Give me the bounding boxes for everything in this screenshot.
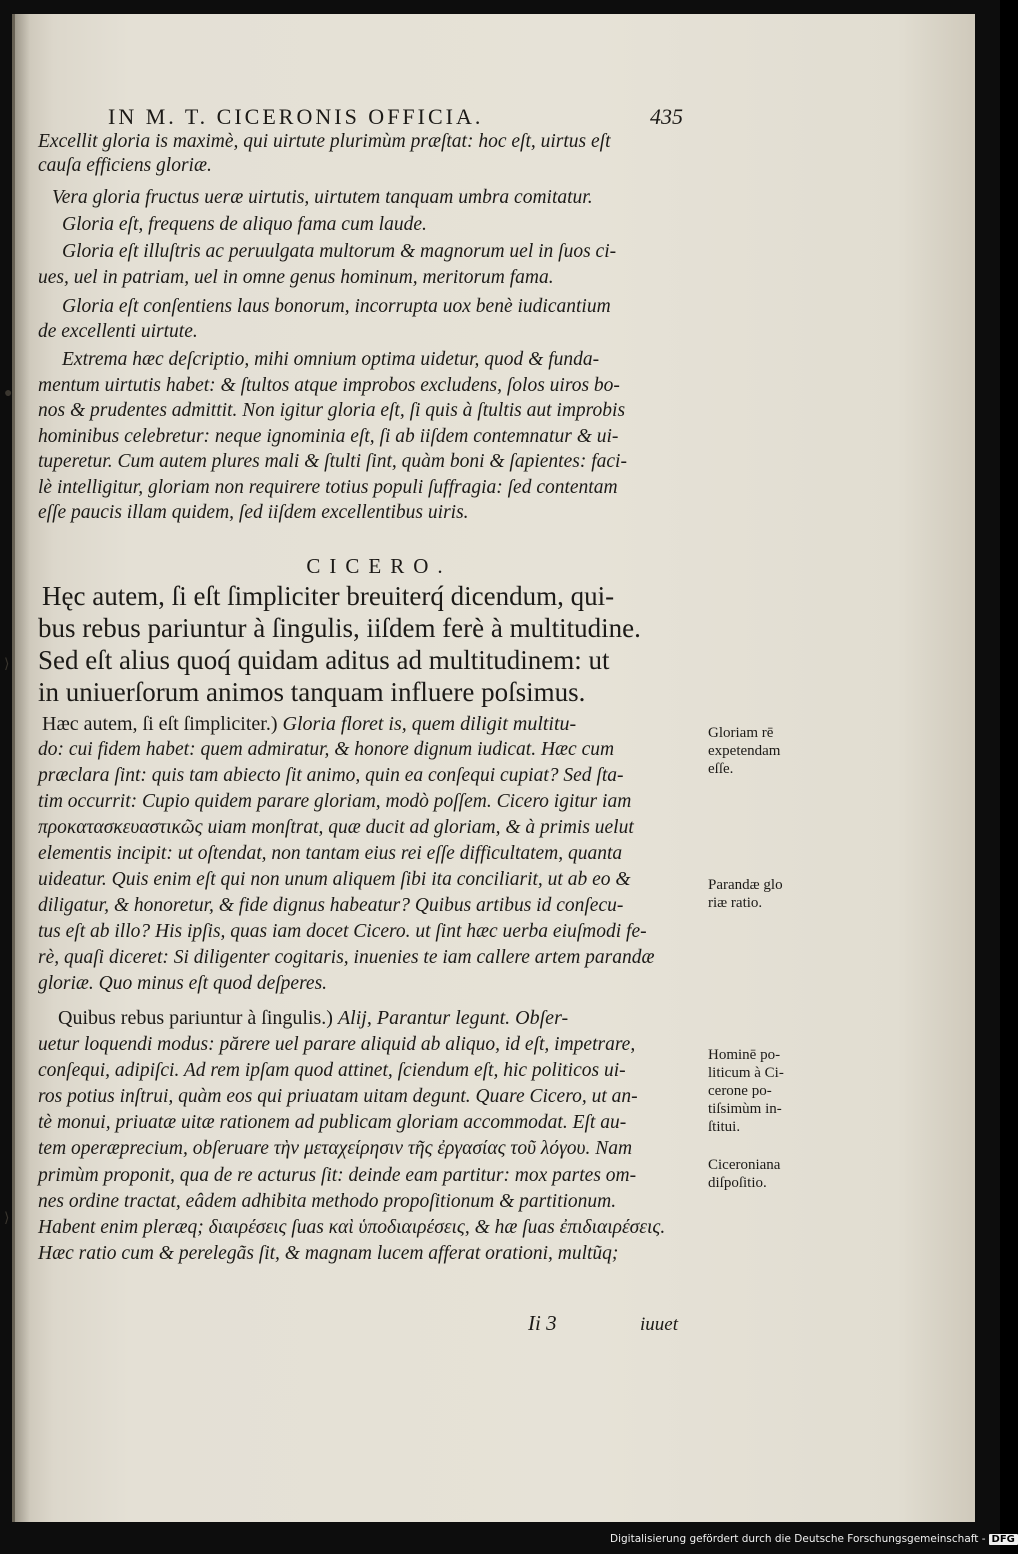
commentary-line	[18, 1006, 768, 1030]
marginal-note	[708, 1156, 808, 1192]
commentary-line: tem operæprecium, obſeruare τὴν μεταχείρησιν τῆς ἐργασίας τοῦ λόγου. Nam	[38, 1138, 633, 1159]
cicero-line: in uniuerſorum animos tanquam influere poſsimus.	[38, 677, 586, 707]
commentary-line: tuperetur. Cum autem plures mali & ſtulti ſint, quàm boni & ſapientes: faci-	[38, 451, 627, 472]
cicero-line: bus rebus pariuntur à ſingulis, iiſdem ferè à multitudine.	[38, 613, 641, 643]
commentary-line: tim occurrit: Cupio quidem parare gloriam, modò poſſem. Cicero igitur iam	[38, 791, 632, 812]
commentary-line: Gloria eſt conſentiens laus bonorum, incorrupta uox benè iudicantium	[62, 296, 611, 317]
marginal-note-line: riæ ratio.	[708, 895, 763, 911]
cicero-line: Sed eſt alius quoq́ quidam aditus ad multitudinem: ut	[38, 645, 610, 675]
marginal-note-line: Hominē po-	[708, 1047, 781, 1063]
commentary-line: nos & prudentes admittit. Non igitur gloria eſt, ſi quis à ſtultis aut improbis	[38, 400, 626, 421]
credit-text: Digitalisierung gefördert durch die Deutsche Forschungsgemeinschaft -	[610, 1533, 986, 1545]
commentary-line: ros potius inſtrui, quàm eos qui priuatam uitam degunt. Quare Cicero, ut an-	[38, 1086, 638, 1107]
running-title: IN M. T. CICERONIS OFFICIA.	[108, 104, 484, 129]
marginal-note-line: Parandæ glo	[708, 877, 783, 893]
marginal-note-line: diſpoſitio.	[708, 1175, 767, 1191]
folio-number: 435	[650, 104, 683, 129]
commentary-line	[18, 712, 752, 736]
marginal-note-line: Ciceroniana	[708, 1157, 781, 1173]
commentary-line: rè, quaſi diceret: Si diligenter cogitaris, inuenies te iam callere artem parandæ	[38, 947, 655, 968]
marginal-note-line: liticum à Ci-	[708, 1065, 784, 1081]
commentary-line: gloriæ. Quo minus eſt quod deſperes.	[38, 973, 328, 994]
marginal-note	[708, 876, 808, 912]
commentary-line: lè intelligitur, gloriam non requirere totius populi ſuffragia: ſed contentam	[38, 477, 618, 498]
cicero-line: Hęc autem, ſi eſt ſimpliciter breuiterq́ dicendum, qui-	[42, 581, 615, 611]
commentary-line: Habent enim pleræq; διαιρέσεις ſuas καὶ ὑποδιαιρέσεις, & hæ ſuas ἐπιδιαιρέσεις.	[38, 1217, 666, 1238]
margin-bullet-mark: ●	[4, 386, 13, 401]
commentary-line: tus eſt ab illo? His ipſis, quas iam docet Cicero. ut ſint hæc uerba eiuſmodi fe-	[38, 921, 647, 942]
commentary-line: tè monui, priuatæ uitæ rationem ad publicam gloriam accommodat. Eſt au-	[38, 1112, 627, 1133]
commentary-line: do: cui fidem habet: quem admiratur, & honore dignum iudicat. Hæc cum	[38, 739, 615, 760]
commentary-line: uideatur. Quis enim eſt qui non unum aliquem ſibi ita conciliarit, ut ab eo &	[38, 869, 631, 890]
marginal-note	[708, 1046, 808, 1136]
marginal-note-line: ſtitui.	[708, 1119, 741, 1135]
commentary-line: de excellenti uirtute.	[38, 321, 198, 342]
commentary-line: Gloria eſt, frequens de aliquo fama cum laude.	[62, 214, 427, 235]
marginal-note-line: expetendam	[708, 743, 781, 759]
commentary-line: Hæc ratio cum & perelegãs ſit, & magnam lucem afferat orationi, multũq;	[38, 1243, 619, 1264]
commentary-line: eſſe paucis illam quidem, ſed iiſdem excellentibus uiris.	[38, 502, 469, 523]
margin-bracket-mark: ⟩	[4, 1211, 10, 1226]
commentary-line: elementis incipit: ut oſtendat, non tantam eius rei eſſe difficultatem, quanta	[38, 843, 623, 864]
commentary-line: hominibus celebretur: neque ignominia eſt, ſi ab iiſdem contemnatur & ui-	[38, 426, 619, 447]
commentary-line: Gloria eſt illuſtris ac peruulgata multorum & magnorum uel in ſuos ci-	[62, 241, 617, 262]
lemma-gloss: Gloria floret is, quem diligit multitu-	[282, 713, 577, 735]
dfg-logo: DFG	[989, 1534, 1018, 1545]
commentary-line: primùm proponit, qua de re acturus ſit: deinde eam partitur: mox partes om-	[38, 1165, 637, 1186]
commentary-line: nes ordine tractat, eâdem adhibita methodo propoſitionum & partitionum.	[38, 1191, 617, 1212]
marginal-note-line: tiſsimùm in-	[708, 1101, 782, 1117]
lemma-gloss: Alij, Parantur legunt. Obſer-	[337, 1007, 569, 1029]
commentary-line: ues, uel in patriam, uel in omne genus hominum, meritorum fama.	[38, 267, 554, 288]
commentary-line: cauſa efficiens gloriæ.	[38, 155, 212, 176]
commentary-line: conſequi, adipiſci. Ad rem ipſam quod attinet, ſciendum eſt, hic politicos ui-	[38, 1060, 626, 1081]
signature-mark: Ii 3	[528, 1311, 557, 1335]
commentary-line: Excellit gloria is maximè, qui uirtute plurimùm præſtat: hoc eſt, uirtus eſt	[38, 131, 611, 152]
commentary-line: uetur loquendi modus: părere uel parare aliquid ab aliquo, id eſt, impetrare,	[38, 1034, 636, 1055]
commentary-line: Extrema hæc deſcriptio, mihi omnium optima uidetur, quod & funda-	[62, 349, 600, 370]
marginal-note	[708, 724, 808, 778]
lemma: Hæc autem, ſi eſt ſimpliciter.)	[42, 713, 278, 735]
digitization-credit	[610, 1533, 1015, 1551]
margin-bracket-mark: ⟩	[4, 657, 10, 672]
commentary-line: præclara ſint: quis tam abiecto ſit animo, quin ea conſequi cupiat? Sed ſta-	[38, 765, 624, 786]
marginal-note-line: eſſe.	[708, 761, 734, 777]
section-heading: CICERO.	[306, 554, 452, 578]
lemma: Quibus rebus pariuntur à ſingulis.)	[58, 1007, 333, 1029]
marginal-note-line: cerone po-	[708, 1083, 772, 1099]
commentary-line: προκατασκευαστικῶς uiam monſtrat, quæ ducit ad gloriam, & à primis uelut	[38, 817, 634, 838]
commentary-line: mentum uirtutis habet: & ſtultos atque improbos excludens, ſolos uiros bo-	[38, 375, 620, 396]
catchword: iuuet	[640, 1314, 678, 1335]
marginal-note-line: Gloriam rē	[708, 725, 774, 741]
commentary-line: Vera gloria fructus ueræ uirtutis, uirtutem tanquam umbra comitatur.	[52, 187, 593, 208]
commentary-line: diligatur, & honoretur, & fide dignus habeatur? Quibus artibus id conſecu-	[38, 895, 624, 916]
